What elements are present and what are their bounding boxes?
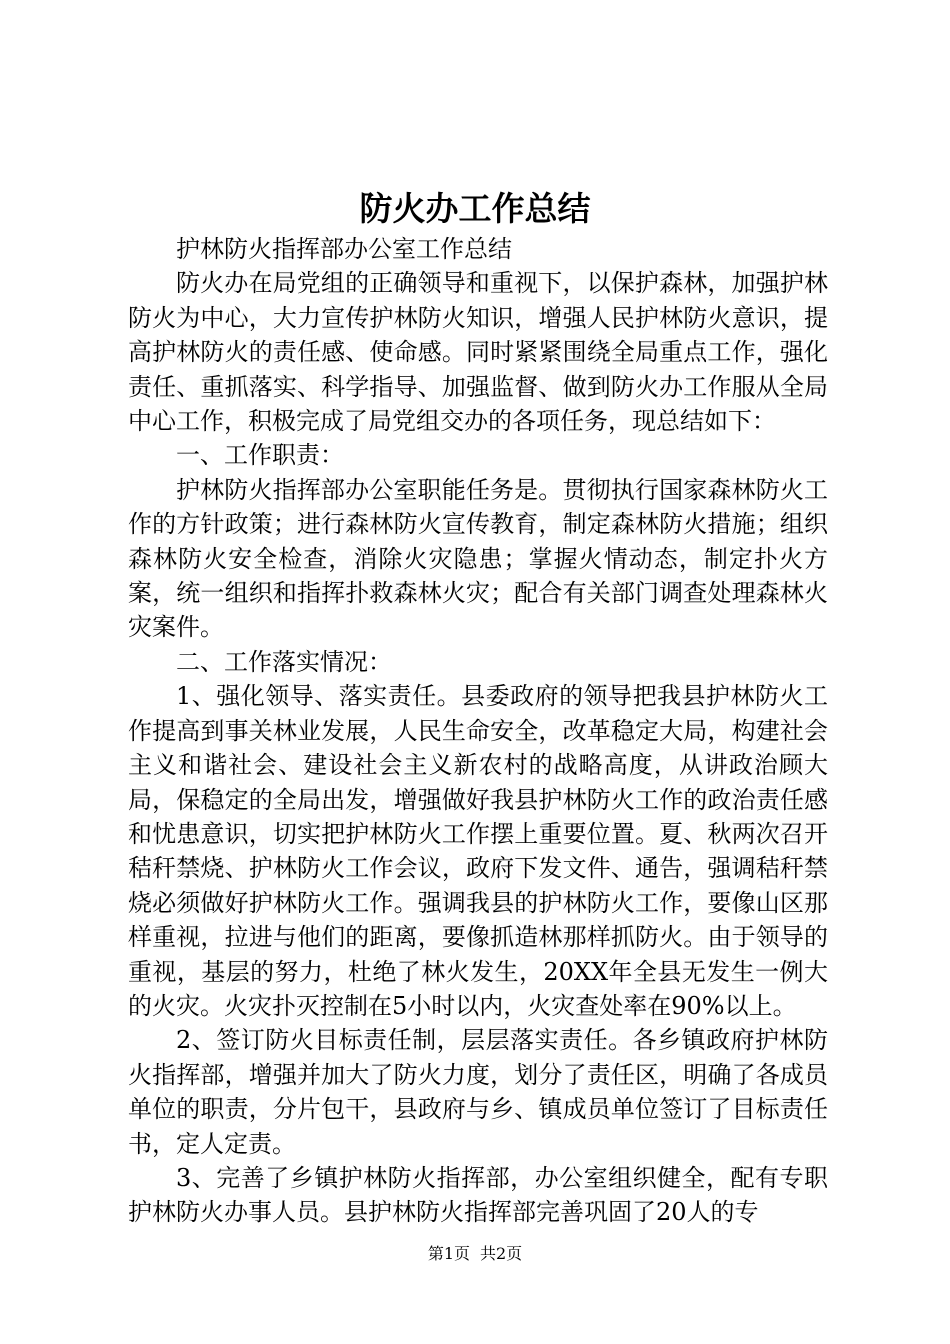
document-body	[128, 232, 828, 1230]
section-heading-implementation: 二、工作落实情况：	[176, 647, 392, 676]
page-footer	[0, 1242, 950, 1266]
paragraph-item-3: 3、完善了乡镇护林防火指挥部，办公室组织健全，配有专职护林防火办事人员。县护林防火指挥部完善巩固了20人的专	[128, 1163, 828, 1227]
paragraph-duties: 护林防火指挥部办公室职能任务是。贯彻执行国家森林防火工作的方针政策；进行森林防火宣传教育，制定森林防火措施；组织森林防火安全检查，消除火灾隐患；掌握火情动态，制定扑火方案，统一组织和指挥扑救森林火灾；配合有关部门调查处理森林火灾案件。	[128, 475, 828, 642]
paragraph-item-1: 1、强化领导、落实责任。县委政府的领导把我县护林防火工作提高到事关林业发展，人民生命安全，改革稳定大局，构建社会主义和谐社会、建设社会主义新农村的战略高度，从讲政治顾大局，保稳定的全局出发，增强做好我县护林防火工作的政治责任感和忧患意识，切实把护林防火工作摆上重要位置。夏、秋两次召开秸秆禁烧、护林防火工作会议，政府下发文件、通告，强调秸秆禁烧必须做好护林防火工作。强调我县的护林防火工作，要像山区那样重视，拉进与他们的距离，要像抓造林那样抓防火。由于领导的重视，基层的努力，杜绝了林火发生，20XX年全县无发生一例大的火灾。火灾扑灭控制在5小时以内，火灾查处率在90%以上。	[128, 682, 828, 1020]
page-number-current: 第1页	[427, 1244, 470, 1263]
section-heading-duties: 一、工作职责：	[176, 441, 344, 470]
document-title: 防火办工作总结	[359, 189, 591, 228]
paragraph-item-2: 2、签订防火目标责任制，层层落实责任。各乡镇政府护林防火指挥部，增强并加大了防火力度，划分了责任区，明确了各成员单位的职责，分片包干，县政府与乡、镇成员单位签订了目标责任书，定人定责。	[128, 1026, 828, 1158]
page-number-total: 共2页	[480, 1244, 523, 1263]
paragraph-subtitle: 护林防火指挥部办公室工作总结	[176, 235, 512, 263]
paragraph-intro: 防火办在局党组的正确领导和重视下，以保护森林，加强护林防火为中心，大力宣传护林防火知识，增强人民护林防火意识，提高护林防火的责任感、使命感。同时紧紧围绕全局重点工作，强化责任、重抓落实、科学指导、加强监督、做到防火办工作服从全局中心工作，积极完成了局党组交办的各项任务，现总结如下：	[128, 269, 828, 436]
